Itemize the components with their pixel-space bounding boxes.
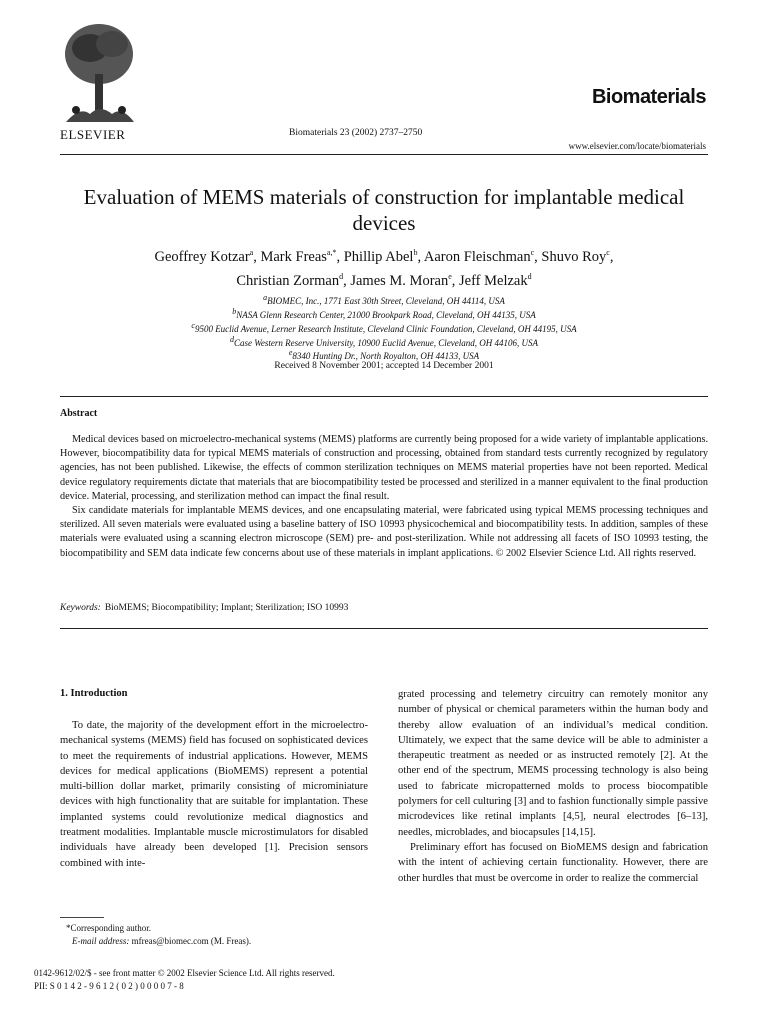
author: Jeff Melzak — [459, 272, 528, 289]
email-note: E-mail address: mfreas@biomec.com (M. Freas). — [72, 936, 252, 946]
received-dates: Received 8 November 2001; accepted 14 December 2001 — [274, 361, 494, 371]
author: Mark Freas — [260, 248, 327, 265]
corresponding-author-note: *Corresponding author. — [66, 923, 151, 933]
body-paragraph: To date, the majority of the development effort in the microelectro-mechanical systems (MEMS) field has focused on sophisticated devices to meet the requirements of industrial applications. However, MEMS devices for medical applications (BioMEMS) represent a potential multi-billion dollar market, primarily consisting of microminiature devices with high functionality that are suitable for implantation. These implanted systems could revolutionize medical diagnostics and treatment modalities. Implantable muscle microstimulators for disabled individuals have already been developed [1]. Precision sensors combined with inte- — [60, 720, 368, 869]
elsevier-tree-logo — [60, 14, 138, 126]
keywords-list: BioMEMS; Biocompatibility; Implant; Sterilization; ISO 10993 — [104, 603, 349, 613]
email-address[interactable]: mfreas@biomec.com (M. Freas). — [131, 936, 252, 946]
author: James M. Moran — [350, 272, 449, 289]
author-list: Geoffrey Kotzar$^a$, Mark Freas$^{a,*}$, Phillip Abel$^b$, Aaron Fleischman$^c$, Shuvo Roy$^c$, Christian Zorman$^d$, James M. Moran$^e$, Jeff Melzak$^d$ — [154, 248, 614, 289]
front-matter-line: 0142-9612/02/$ - see front matter © 2002 Elsevier Science Ltd. All rights reserved. — [34, 968, 335, 978]
abstract-bottom-rule — [60, 628, 708, 629]
affiliation: $^b$NASA Glenn Research Center, 21000 Brookpark Road, Cleveland, OH 44135, USA — [232, 307, 536, 320]
abstract-body — [60, 433, 708, 561]
affiliation: $^c$9500 Euclid Avenue, Lerner Research Institute, Cleveland Clinic Foundation, Cleveland, OH 44195, USA — [191, 321, 577, 334]
body-paragraph: grated processing and telemetry circuitry can remotely monitor any number of physical or chemical parameters within the human body and thereby allow evaluation of an individual’s medical condition. Ultimately, we expect that the same device will be able to administer a therapeutic treatment as needed or as instructed remotely [2]. At the other end of the spectrum, MEMS processing technology is also being used to fabricate micropatterned molds to process biocompatible polymers for cell culturing [3] and to fashion functionally simple passive microdevices like retinal implants [4,5], neural electrodes [6–13], needles, microblades, and biocapsules [14,15]. — [398, 689, 708, 838]
citation: Biomaterials 23 (2002) 2737–2750 — [289, 128, 423, 138]
affiliation: $^e$8340 Hunting Dr., North Royalton, OH 44133, USA — [288, 348, 480, 361]
author: Aaron Fleischman — [423, 248, 531, 265]
author: Shuvo Roy — [541, 248, 607, 265]
intro-left-column — [60, 718, 368, 871]
publisher-name: ELSEVIER — [60, 127, 126, 142]
journal-url[interactable]: www.elsevier.com/locate/biomaterials — [568, 141, 706, 151]
page-footer — [34, 967, 335, 993]
intro-right-column — [398, 687, 708, 886]
keywords-label: Keywords: — [60, 603, 101, 613]
header-rule — [60, 154, 708, 155]
author: Christian Zorman — [236, 272, 340, 289]
body-paragraph: Preliminary effort has focused on BioMEMS design and fabrication with the intent of achieving certain functionality. However, there are other hurdles that must be overcome in order to realize the commercial — [398, 841, 708, 884]
abstract-paragraph: Medical devices based on microelectro-mechanical systems (MEMS) platforms are currently being proposed for a wide variety of implantable applications. However, biocompatibility data for typical MEMS materials of construction and processing, obtained from standard tests currently recognized by regulatory agencies, has not been published. Likewise, the effects of common sterilization techniques on MEMS material properties have not been reported. Medical device regulatory requirements dictate that materials that are biocompatibility tested be processed and sterilized in a manner equivalent to the final production device. Material, processing, and sterilization method can impact the final result. — [60, 434, 708, 502]
abstract-heading: Abstract — [60, 408, 98, 419]
paper-title: Evaluation of MEMS materials of construction for implantable medical devices — [83, 185, 685, 235]
abstract-paragraph: Six candidate materials for implantable MEMS devices, and one encapsulating material, were fabricated using typical MEMS processing techniques and sterilized. All seven materials were evaluated using a baseline battery of ISO 10993 physicochemical and biocompatibility tests. In addition, samples of these materials were evaluated using a scanning electron microscope (SEM) pre- and post-sterilization. While not addressing all facets of ISO 10993 testing, the biocompatibility and SEM data indicate few concerns about use of these materials in implant applications. © 2002 Elsevier Science Ltd. All rights reserved. — [60, 505, 708, 559]
journal-name: Biomaterials — [591, 86, 706, 108]
affiliation: $^a$BIOMEC, Inc., 1771 East 30th Street, Cleveland, OH 44114, USA — [263, 293, 505, 306]
footnote — [60, 922, 251, 948]
pii-line: PII: S 0 1 4 2 - 9 6 1 2 ( 0 2 ) 0 0 0 0 7 - 8 — [34, 981, 184, 991]
affiliation: $^d$Case Western Reserve University, 10900 Euclid Avenue, Cleveland, OH 44106, USA — [230, 335, 538, 348]
author: Geoffrey Kotzar — [154, 248, 250, 265]
footnote-rule — [60, 917, 104, 918]
keywords — [60, 603, 348, 613]
section-heading: 1. Introduction — [60, 688, 128, 699]
author: Phillip Abel — [343, 248, 414, 265]
abstract-top-rule — [60, 396, 708, 397]
